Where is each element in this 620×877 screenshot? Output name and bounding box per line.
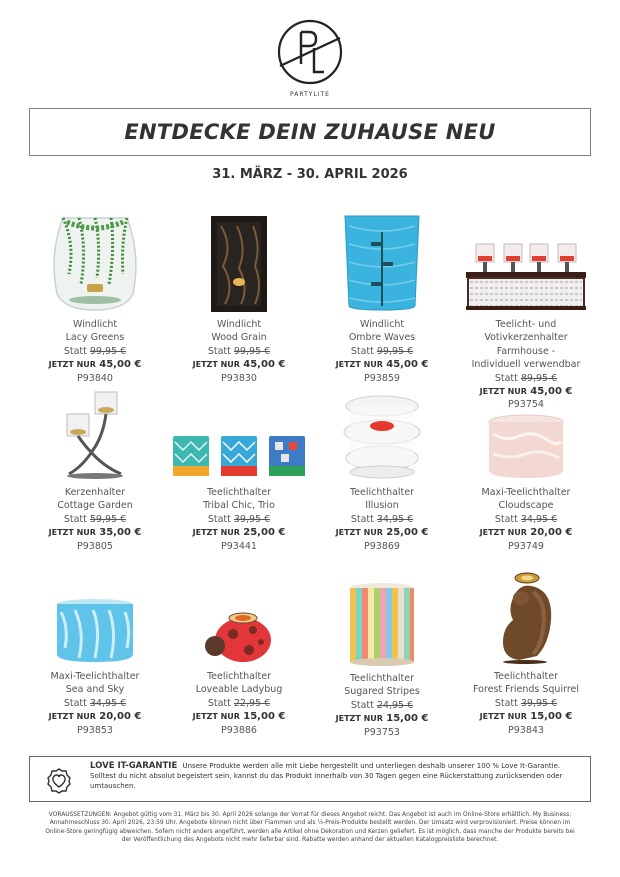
jetzt-label: JETZT NUR bbox=[48, 712, 96, 722]
jetzt-label: JETZT NUR bbox=[48, 528, 96, 538]
new-price: 45,00 € bbox=[386, 359, 429, 371]
product-name-line: Cottage Garden bbox=[57, 500, 133, 512]
product-card[interactable] bbox=[307, 390, 457, 553]
product-code: P93843 bbox=[508, 724, 544, 736]
guarantee-title: LOVE IT-GARANTIE bbox=[90, 761, 178, 771]
product-name-line: Loveable Ladybug bbox=[195, 684, 283, 696]
product-name-line: Windlicht bbox=[216, 319, 262, 330]
ribbed-glass-tealight-icon bbox=[342, 392, 422, 480]
product-name-line: Lacy Greens bbox=[65, 332, 125, 344]
product-name-line: Votivkerzenhalter bbox=[484, 332, 568, 344]
guarantee-text-block bbox=[90, 761, 582, 791]
product-name-line: Forest Friends Squirrel bbox=[473, 684, 579, 696]
product-code: P93754 bbox=[508, 399, 544, 411]
new-price: 35,00 € bbox=[99, 527, 142, 539]
partylite-logo-icon bbox=[276, 18, 344, 86]
jetzt-label: JETZT NUR bbox=[192, 528, 240, 538]
statt-label: Statt bbox=[494, 513, 518, 525]
product-card[interactable] bbox=[20, 390, 170, 553]
old-price: 99,95 € bbox=[233, 345, 271, 357]
old-price: 39,95 € bbox=[520, 697, 558, 709]
statt-label: Statt bbox=[207, 697, 231, 709]
dark-lantern-icon bbox=[211, 216, 267, 312]
jetzt-label: JETZT NUR bbox=[479, 387, 527, 397]
guarantee-box bbox=[29, 756, 591, 802]
statt-label: Statt bbox=[350, 513, 374, 525]
new-price: 20,00 € bbox=[530, 527, 573, 539]
old-price: 34,95 € bbox=[520, 513, 558, 525]
new-price: 15,00 € bbox=[243, 711, 286, 723]
old-price: 24,95 € bbox=[376, 699, 414, 711]
product-code: P93886 bbox=[221, 724, 257, 736]
old-price: 34,95 € bbox=[89, 697, 127, 709]
product-code: P93441 bbox=[221, 540, 257, 552]
product-name-line: Teelichthalter bbox=[206, 487, 272, 498]
product-card[interactable] bbox=[164, 390, 314, 553]
statt-label: Statt bbox=[207, 513, 231, 525]
jetzt-label: JETZT NUR bbox=[192, 360, 240, 370]
new-price: 15,00 € bbox=[386, 713, 429, 725]
product-card[interactable] bbox=[451, 390, 601, 553]
glass-hurricane-greenery-icon bbox=[45, 214, 145, 312]
heart-badge-icon bbox=[46, 768, 72, 794]
product-card[interactable] bbox=[164, 210, 314, 385]
new-price: 45,00 € bbox=[99, 359, 142, 371]
product-name-line: Teelichthalter bbox=[349, 487, 415, 498]
product-card[interactable] bbox=[164, 576, 314, 737]
new-price: 25,00 € bbox=[243, 527, 286, 539]
product-code: P93805 bbox=[77, 540, 113, 552]
new-price: 45,00 € bbox=[243, 359, 286, 371]
statt-label: Statt bbox=[207, 345, 231, 357]
product-name-line: Tribal Chic, Trio bbox=[203, 500, 275, 512]
product-card[interactable] bbox=[451, 240, 601, 412]
metal-candle-holder-icon bbox=[63, 390, 127, 480]
product-code: P93830 bbox=[221, 372, 257, 384]
statt-label: Statt bbox=[63, 345, 87, 357]
headline: ENTDECKE DEIN ZUHAUSE NEU bbox=[124, 120, 496, 144]
new-price: 45,00 € bbox=[530, 386, 573, 398]
old-price: 59,95 € bbox=[89, 513, 127, 525]
product-name-line: Windlicht bbox=[359, 319, 405, 330]
product-code: P93853 bbox=[77, 724, 113, 736]
old-price: 99,95 € bbox=[89, 345, 127, 357]
tealight-trio-icon bbox=[171, 434, 307, 480]
product-name-line: Maxi-Teelichthalter bbox=[481, 487, 571, 498]
jetzt-label: JETZT NUR bbox=[335, 360, 383, 370]
statt-label: Statt bbox=[63, 697, 87, 709]
product-name-line: Teelichthalter bbox=[493, 671, 559, 682]
statt-label: Statt bbox=[350, 345, 374, 357]
blue-glass-hurricane-icon bbox=[341, 214, 423, 312]
headline-box bbox=[29, 108, 591, 156]
squirrel-tealight-icon bbox=[497, 572, 555, 664]
product-code: P93869 bbox=[364, 540, 400, 552]
ladybug-tealight-icon bbox=[203, 608, 275, 664]
product-card[interactable] bbox=[20, 210, 170, 385]
statt-label: Statt bbox=[494, 697, 518, 709]
farmhouse-votive-holder-icon bbox=[464, 242, 588, 312]
product-card[interactable] bbox=[20, 576, 170, 737]
product-code: P93753 bbox=[364, 726, 400, 738]
product-code: P93859 bbox=[364, 372, 400, 384]
new-price: 25,00 € bbox=[386, 527, 429, 539]
product-name-line: Cloudscape bbox=[498, 500, 554, 512]
jetzt-label: JETZT NUR bbox=[192, 712, 240, 722]
product-card[interactable] bbox=[307, 576, 457, 739]
new-price: 15,00 € bbox=[530, 711, 573, 723]
product-name-line: Illusion bbox=[365, 500, 399, 512]
blue-glass-bowl-icon bbox=[55, 598, 135, 664]
jetzt-label: JETZT NUR bbox=[335, 714, 383, 724]
product-name-line: Teelichthalter bbox=[206, 671, 272, 682]
old-price: 34,95 € bbox=[376, 513, 414, 525]
jetzt-label: JETZT NUR bbox=[48, 360, 96, 370]
striped-glass-tealight-icon bbox=[348, 582, 416, 666]
product-name-line: Farmhouse - bbox=[496, 345, 556, 357]
terms-text: VORAUSSETZUNGEN: Angebot gültig vom 31. März bis 30. April 2026 solange der Vorrat für dieses Angebot reicht. Das Angebot ist auch im Online-Store erhältlich. My Business: Annahmeschluss 30. April 2026, 23:59 Uhr. Angebote können nicht über Flammen und als ½-Preis-Produkte bestellt werden. Der Umsatz wird verprovisioniert. Preise können im Online-Store geringfügig abweichen. Sofern nicht anders angeführt, werden alle Artikel ohne Dekoration und Kerzen geliefert. Es ist möglich, dass manche der Produkte bereits bei der Veröffentlichung des Angebots nicht mehr lieferbar sind. Rabatte werden anhand der aktuellen Katalogpreisliste berechnet. bbox=[45, 812, 575, 843]
old-price: 22,95 € bbox=[233, 697, 271, 709]
product-name-line: Individuell verwendbar bbox=[471, 359, 581, 371]
brand-name: PARTYLITE bbox=[290, 91, 330, 98]
pink-glass-bowl-icon bbox=[487, 414, 565, 480]
statt-label: Statt bbox=[494, 372, 518, 384]
product-name-line: Kerzenhalter bbox=[64, 487, 126, 498]
statt-label: Statt bbox=[350, 699, 374, 711]
guarantee-text: Unsere Produkte werden alle mit Liebe hergestellt und unterliegen deshalb unserer 100 % Love It-Garantie. Solltest du nicht absolut begeistert sein, kannst du das Produkt innerhalb von 30 Tagen gegen eine Rückerstattung zurücksenden oder umtauschen. bbox=[90, 762, 563, 790]
new-price: 20,00 € bbox=[99, 711, 142, 723]
product-card[interactable] bbox=[451, 572, 601, 737]
product-name-line: Maxi-Teelichthalter bbox=[50, 671, 140, 682]
product-name-line: Wood Grain bbox=[211, 332, 267, 344]
product-name-line: Windlicht bbox=[72, 319, 118, 330]
old-price: 89,95 € bbox=[520, 372, 558, 384]
date-range: 31. MÄRZ - 30. APRIL 2026 bbox=[212, 167, 408, 182]
product-name-line: Ombre Waves bbox=[348, 332, 416, 344]
old-price: 39,95 € bbox=[233, 513, 271, 525]
product-code: P93840 bbox=[77, 372, 113, 384]
statt-label: Statt bbox=[63, 513, 87, 525]
product-name-line: Sugared Stripes bbox=[344, 686, 420, 698]
product-name-line: Teelicht- und bbox=[495, 319, 557, 330]
product-name-line: Teelichthalter bbox=[349, 673, 415, 684]
product-name-line: Sea and Sky bbox=[65, 684, 125, 696]
old-price: 99,95 € bbox=[376, 345, 414, 357]
jetzt-label: JETZT NUR bbox=[335, 528, 383, 538]
jetzt-label: JETZT NUR bbox=[479, 528, 527, 538]
jetzt-label: JETZT NUR bbox=[479, 712, 527, 722]
product-code: P93749 bbox=[508, 540, 544, 552]
product-card[interactable] bbox=[307, 210, 457, 385]
